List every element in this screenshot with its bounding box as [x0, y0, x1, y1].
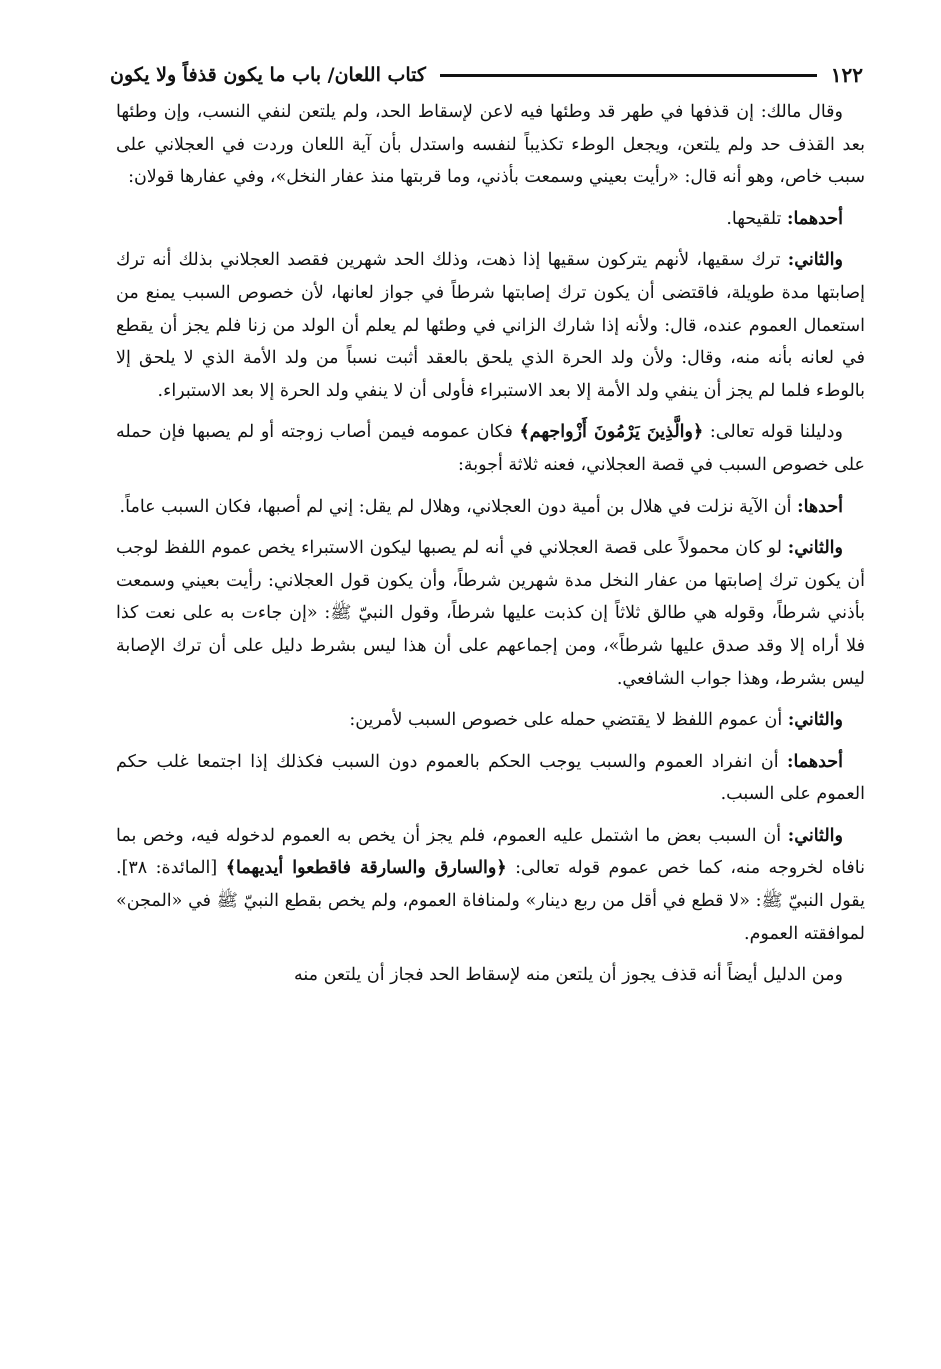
- quran-quote: ﴿والَّذِينَ يَرْمُونَ أَزْواجهم﴾: [519, 422, 704, 443]
- paragraph-lead: أحدهما:: [786, 208, 843, 229]
- paragraph-evidence: [116, 416, 865, 481]
- paragraph-reason-one: [116, 746, 865, 811]
- paragraph-second-view: [116, 244, 865, 407]
- paragraph-lead: أحدها:: [797, 496, 843, 517]
- paragraph-text: ترك سقيها، لأنهم يتركون سقيها إذا ذهت، وذلك الحد شهرين فقصد العجلاني بذلك أنه ترك إصابتها مدة طويلة، فاقتضى أن يكون ترك إصابتها شرطاً في جواز لعانها، لأن خصوص السبب يمنع من استعمال العموم عنده، قال: ولأنه إذا شارك الزاني في وطئها لم يعلم أن الولد من زنا فلم يجز أن يقطع في لعانه بأنه منه، وقال: ولأن ولد الحرة الذي يلحق بالعقد أثبت نسباً من ولد الأمة الذي لا يلحق إلا بالوطء فلما لم يجز أن ينفي ولد الأمة إلا بعد الاستبراء فأولى أن لا ينفي ولد الحرة إلا بعد الاستبراء.: [116, 250, 865, 401]
- page-number: ١٢٢: [830, 63, 863, 87]
- paragraph-first-view: [116, 203, 865, 236]
- body-text: [116, 96, 865, 994]
- paragraph-further-evidence: [116, 959, 865, 992]
- paragraph-text: ومن الدليل أيضاً أنه قذف يجوز أن يلتعن منه لإسقاط الحد فجاز أن يلتعن منه: [293, 965, 843, 986]
- paragraph-text: وقال مالك: إن قذفها في طهر قد وطئها فيه لاعن لإسقاط الحد، ولم يلتعن لنفي النسب، وإن وطئها بعد القذف حد ولم يلتعن، ويجعل الوطء تكذيباً لنفسه واستدل بأن آية اللعان وردت في العجلاني على سبب خاص، وهو أنه قال: «رأيت بعيني وسمعت بأذني، وما قربتها منذ عفار النخل»، وفي عفارها قولان:: [116, 102, 865, 188]
- paragraph-answer-one: [116, 491, 865, 524]
- header-rule: [440, 74, 817, 77]
- paragraph-lead: والثاني:: [787, 710, 843, 731]
- paragraph-text: أن انفراد العموم والسبب يوجب الحكم بالعموم دون السبب فكذلك إذا اجتمعا غلب حكم العموم على السبب.: [116, 751, 865, 805]
- paragraph-text: لو كان محمولاً على قصة العجلاني في أنه لم يصبها ليكون الاستبراء يخص عموم اللفظ لوجب أن يكون ترك إصابتها من عفار النخل مدة شهرين شرطاً، وأن يكون قول العجلاني: رأيت بعيني وسمعت بأذني شرطاً، وقوله هي طالق ثلاثاً إن كذبت عليها شرطاً، وقول النبيّ ﷺ: «إن جاءت به على نعت كذا فلا أراه إلا وقد صدق عليها شرطاً»، ومن إجماعهم على أن هذا ليس بشرط دليل على أن ترك الإصابة ليس بشرط، وهذا جواب الشافعي.: [116, 538, 865, 689]
- paragraph-malik: [116, 96, 865, 194]
- paragraph-text-before: ودليلنا قوله تعالى:: [709, 422, 843, 443]
- paragraph-text: [المائدة: ٣٨]. يقول النبيّ ﷺ: «لا قطع في أقل من ربع دينار» ولمنافاة العموم، ولم يخص بقطع النبيّ ﷺ في «المجن» لموافقته العموم.: [116, 858, 865, 944]
- paragraph-lead: أحدهما:: [786, 751, 843, 772]
- paragraph-lead: والثاني:: [787, 250, 843, 271]
- running-head: كتاب اللعان/ باب ما يكون قذفاً ولا يكون: [110, 64, 426, 86]
- paragraph-text: أن عموم اللفظ لا يقتضي حمله على خصوص السبب لأمرين:: [349, 710, 783, 731]
- quran-quote: ﴿والسارق والسارقة فاقطعوا أيديهما﴾: [225, 858, 507, 879]
- paragraph-lead: والثاني:: [787, 538, 843, 559]
- paragraph-text: تلقيحها.: [726, 208, 782, 229]
- paragraph-lead: والثاني:: [787, 825, 843, 846]
- paragraph-answer-three: [116, 704, 865, 737]
- paragraph-answer-two: [116, 532, 865, 695]
- paragraph-text-before: أن السبب بعض ما اشتمل عليه العموم، فلم يجز أن يخص به العموم لدخوله فيه، وخص بما نافاه لخروجه منه، كما خص عموم قوله تعالى:: [116, 825, 865, 879]
- page-header: [110, 58, 863, 92]
- paragraph-text: أن الآية نزلت في هلال بن أمية دون العجلاني، وهلال لم يقل: إني لم أصبها، فكان السبب عاماً.: [119, 496, 792, 517]
- paragraph-reason-two: [116, 820, 865, 950]
- paragraph-text: فكان عمومه فيمن أصاب زوجته أو لم يصبها فإن حمله على خصوص السبب في قصة العجلاني، فعنه ثلاثة أجوبة:: [116, 422, 865, 475]
